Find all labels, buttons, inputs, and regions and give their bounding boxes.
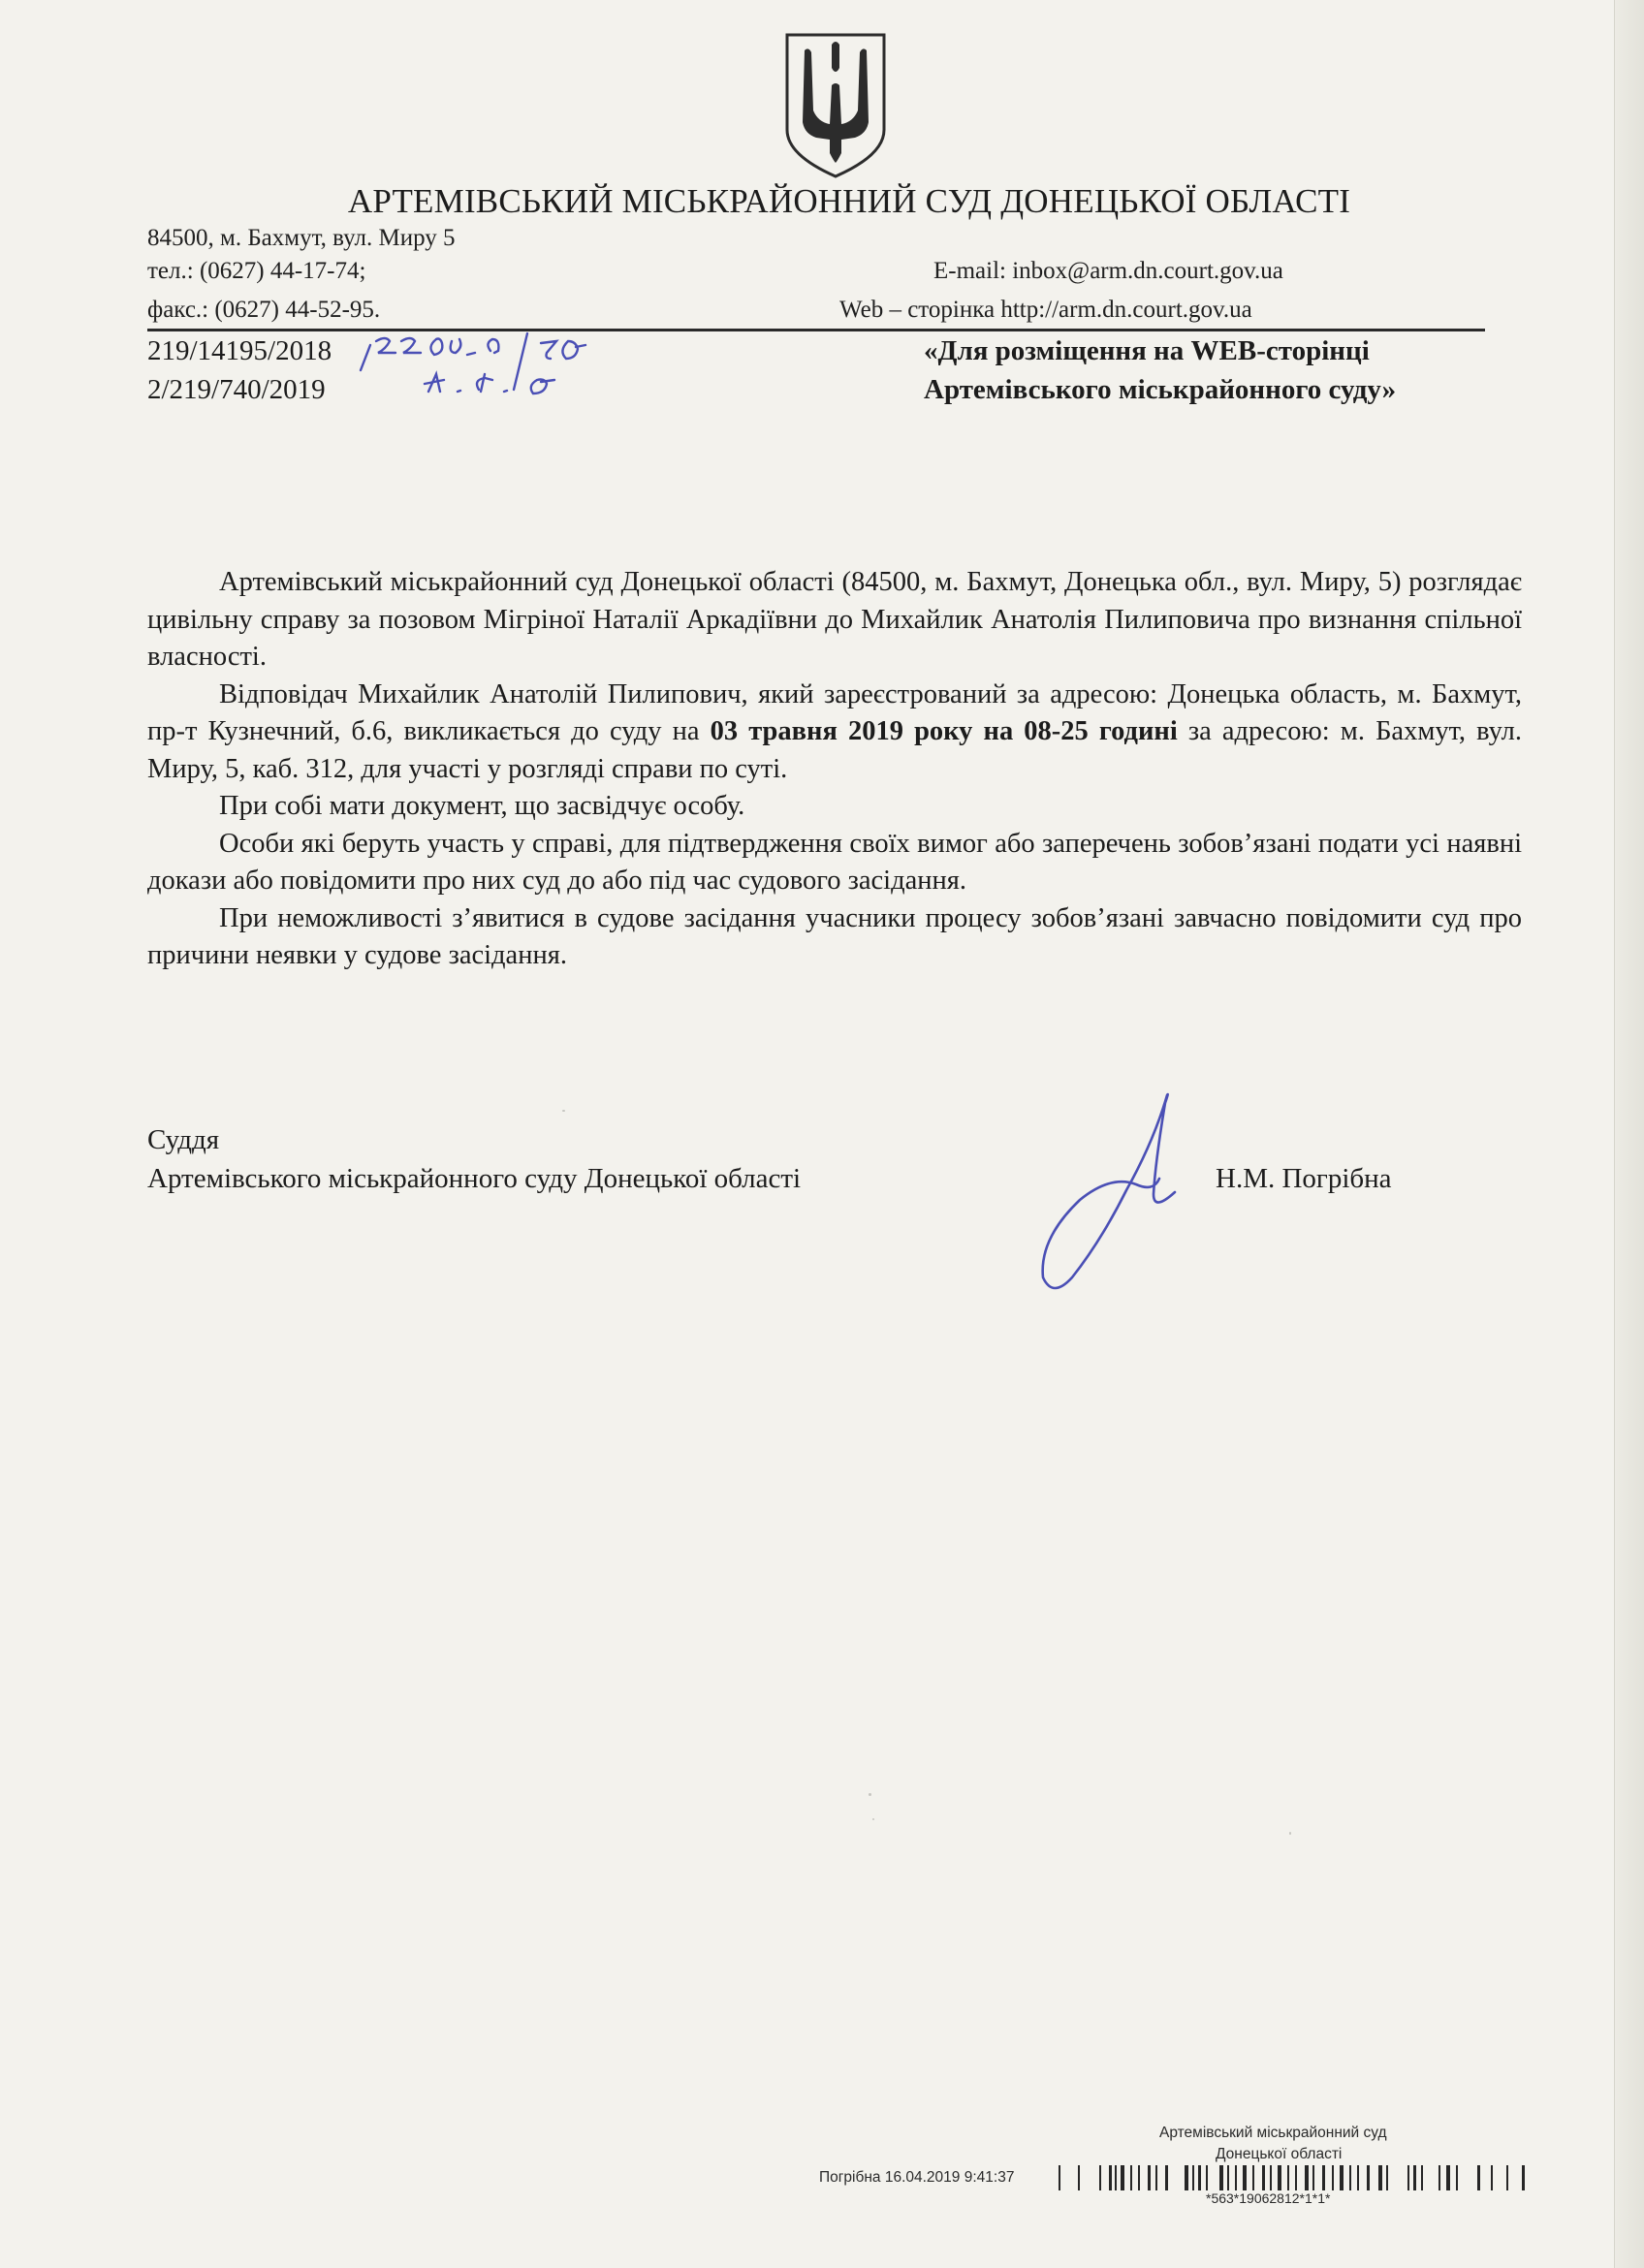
scan-speck [872,1818,874,1820]
notice-body [147,564,1522,975]
judge-role: Суддя [147,1124,220,1155]
scan-speck [869,1793,871,1796]
court-fax: факс.: (0627) 44-52-95. [147,297,381,323]
court-address: 84500, м. Бахмут, вул. Миру 5 [147,225,456,251]
handwritten-signature [1008,1084,1202,1307]
scan-speck [562,1110,565,1112]
stamp-registered-by: Погрібна 16.04.2019 9:41:37 [819,2169,1015,2186]
court-website: Web – сторінка http://arm.dn.court.gov.ua [839,297,1252,323]
body-paragraph-summons [147,677,1522,789]
body-paragraph-case: Артемівський міськрайонний суд Донецької області (84500, м. Бахмут, Донецька обл., вул. Миру, 5) розглядає цивільну справу за позовом Мігріної Наталії Аркадіївни до Михайлик Анатолія Пилиповича про визнання спільної власності. [147,567,1522,672]
summons-text-start: Відповідач Михайлик Анатолій Пилипович, який зареєстрований за адресою: Донецька область, м. Бахмут, пр-т Кузнечний, б.6, викликається до суду на [147,678,1522,746]
court-email: E-mail: inbox@arm.dn.court.gov.ua [933,258,1283,284]
publication-note-line-1: «Для розміщення на WEB-сторінці [924,335,1370,366]
stamp-court-line-2: Донецької області [1216,2146,1343,2162]
court-phone: тел.: (0627) 44-17-74; [147,258,366,284]
judge-court: Артемівського міськрайонного суду Донецької області [147,1163,802,1194]
stamp-court-line-1: Артемівський міськрайонний суд [1159,2125,1387,2141]
handwritten-date-marks [347,324,609,411]
scan-speck [1289,1832,1291,1835]
body-paragraph-evidence: Особи які беруть участь у справі, для підтвердження своїх вимог або заперечень зобов’язані подати усі наявні докази або повідомити про них суд до або під час судового засідання. [147,828,1522,896]
summons-text-end: за адресою: м. Бахмут, вул. Миру, 5, каб. 312, для участі у розгляді справи по суті. [147,716,1522,784]
body-paragraph-absence: При неможливості з’явитися в судове засідання учасники процесу зобов’язані завчасно повідомити суд про причини неявки у судове засідання. [147,902,1522,970]
publication-note-line-2: Артемівського міськрайонного суду» [924,374,1397,405]
case-number-2: 2/219/740/2019 [147,374,326,405]
barcode-number: *563*19062812*1*1* [1206,2190,1331,2206]
hearing-date-time: 03 травня 2019 року на 08-25 годині [710,716,1178,746]
court-name-heading: АРТЕМІВСЬКИЙ МІСЬКРАЙОННИЙ СУД ДОНЕЦЬКОЇ ОБЛАСТІ [347,182,1351,220]
scan-page-edge [1614,0,1644,2268]
judge-name: Н.М. Погрібна [1216,1163,1392,1194]
case-number-1: 219/14195/2018 [147,335,332,366]
body-paragraph-id: При собі мати документ, що засвідчує особу. [219,791,745,821]
barcode-graphic [1059,2163,1530,2190]
trident-emblem-icon [779,29,892,180]
